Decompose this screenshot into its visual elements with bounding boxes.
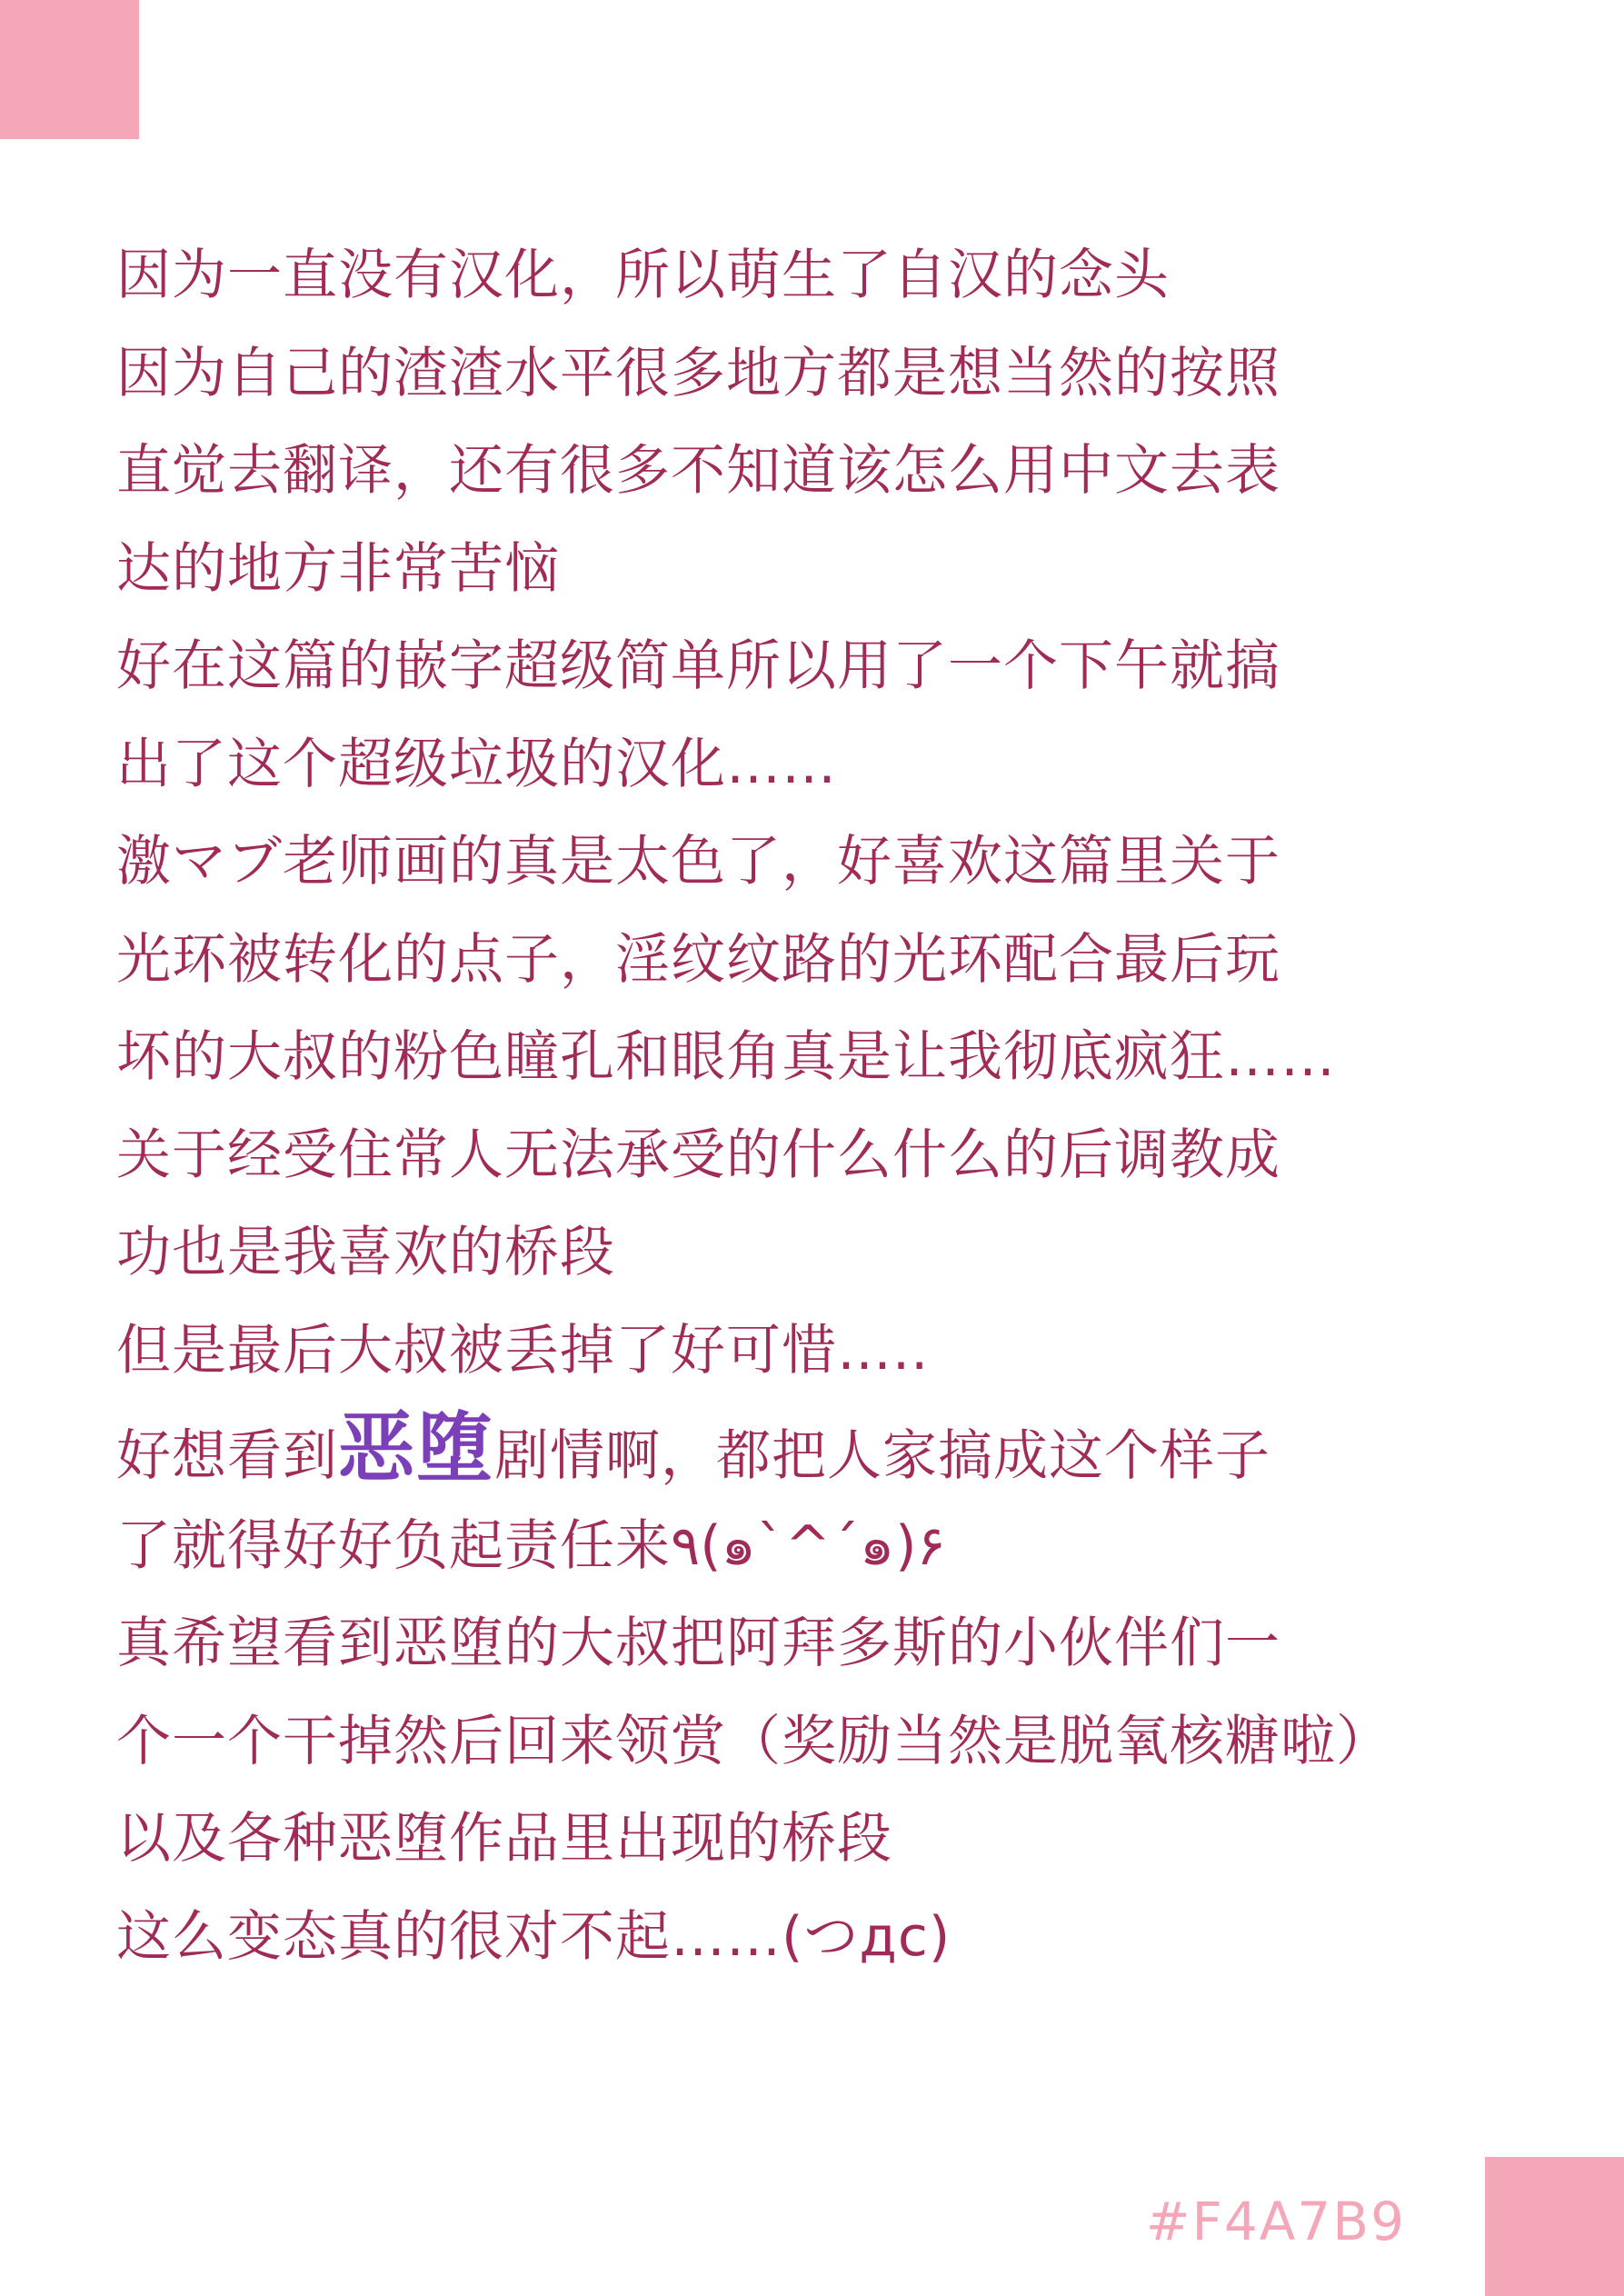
top-left-pink-square bbox=[0, 0, 139, 139]
note-line-12: 但是最后大叔被丢掉了好可惜….. bbox=[116, 1318, 930, 1383]
note-line-5: 好在这篇的嵌字超级简单所以用了一个下午就搞 bbox=[116, 634, 1280, 698]
note-line-4: 达的地方非常苦恼 bbox=[116, 536, 560, 601]
note-line-11: 功也是我喜欢的桥段 bbox=[116, 1221, 615, 1284]
note-line-17: 以及各种恶堕作品里出现的桥段 bbox=[116, 1807, 892, 1871]
note-line-7: 激マブ老师画的真是太色了，好喜欢这篇里关于 bbox=[116, 830, 1280, 893]
note-line-13 bbox=[116, 1400, 1534, 1498]
note-line-8: 光环被转化的点子，淫纹纹路的光环配合最后玩 bbox=[116, 927, 1280, 992]
note-line-14: 了就得好好负起责任来٩(๑`^´๑)۶ bbox=[116, 1513, 946, 1578]
note-line-1: 因为一直没有汉化，所以萌生了自汉的念头 bbox=[116, 244, 1170, 307]
note-line-13-before: 好想看到 bbox=[116, 1424, 338, 1488]
note-line-6: 出了这个超级垃圾的汉化…… bbox=[116, 732, 837, 796]
translator-note bbox=[116, 227, 1534, 1986]
note-line-18: 这么变态真的很对不起……(つдc) bbox=[116, 1904, 951, 1969]
note-line-2: 因为自己的渣渣水平很多地方都是想当然的按照 bbox=[116, 341, 1280, 405]
emphasized-word: 恶堕 bbox=[338, 1403, 495, 1492]
note-line-9: 坏的大叔的粉色瞳孔和眼角真是让我彻底疯狂…… bbox=[116, 1025, 1336, 1089]
note-line-10: 关于经受住常人无法承受的什么什么的后调教成 bbox=[116, 1123, 1280, 1187]
bottom-right-pink-square bbox=[1485, 2157, 1624, 2296]
note-line-3: 直觉去翻译，还有很多不知道该怎么用中文去表 bbox=[116, 439, 1280, 503]
note-line-15: 真希望看到恶堕的大叔把阿拜多斯的小伙伴们一 bbox=[116, 1612, 1280, 1675]
color-code-label: #F4A7B9 bbox=[1145, 2191, 1406, 2252]
note-line-13-after: 剧情啊，都把人家搞成这个样子 bbox=[494, 1424, 1271, 1488]
note-line-16: 个一个干掉然后回来领赏（奖励当然是脱氧核糖啦） bbox=[116, 1709, 1391, 1773]
